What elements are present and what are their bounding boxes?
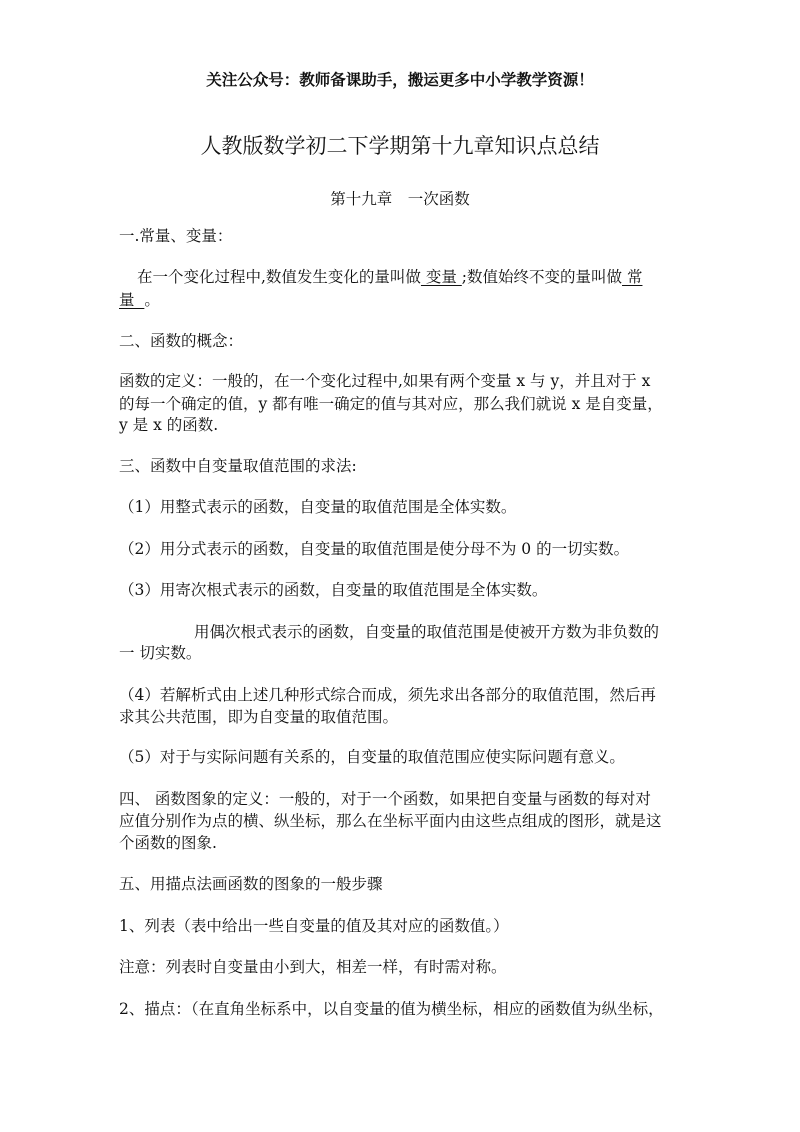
variable-term: 变量 [420, 268, 462, 286]
definition-text: 在一个变化过程中,数值发生变化的量叫做 [137, 268, 421, 286]
domain-rule-4: （4）若解析式由上述几种形式综合而成，须先求出各部分的取值范围，然后再 [119, 686, 656, 704]
function-definition-line: 的每一个确定的值，y 都有唯一确定的值与其对应，那么我们就说 x 是自变量， [119, 395, 663, 413]
definition-text: 。 [144, 291, 160, 309]
step-1-table: 1、列表（表中给出一些自变量的值及其对应的函数值。） [119, 917, 509, 935]
chapter-title: 第十九章 一次函数 [330, 190, 470, 208]
section-2-heading: 二、函数的概念： [119, 332, 244, 350]
section-3-heading: 三、函数中自变量取值范围的求法: [119, 457, 357, 475]
definition-text: ;数值始终不变的量叫做 [461, 268, 623, 286]
domain-rule-3: （3）用寄次根式表示的函数，自变量的取值范围是全体实数。 [119, 581, 548, 599]
constant-term: 量 [119, 291, 145, 309]
domain-rule-3-even-root-cont: 一 切实数。 [119, 644, 202, 662]
constant-variable-definition [137, 267, 642, 287]
domain-rule-4-cont: 求其公共范围，即为自变量的取值范围。 [119, 708, 399, 726]
function-definition-line: y 是 x 的函数. [119, 416, 219, 434]
step-2-plot-points: 2、描点：（在直角坐标系中，以自变量的值为横坐标，相应的函数值为纵坐标， [119, 1000, 664, 1018]
page-header: 关注公众号：教师备课助手，搬运更多中小学教学资源！ [206, 70, 594, 89]
domain-rule-5: （5）对于与实际问题有关系的，自变量的取值范围应使实际问题有意义。 [119, 748, 625, 766]
document-title: 人教版数学初二下学期第十九章知识点总结 [200, 134, 600, 158]
constant-variable-definition-cont [119, 290, 160, 310]
section-1-heading: 一.常量、变量： [119, 227, 233, 245]
function-definition-line: 函数的定义：一般的，在一个变化过程中,如果有两个变量 x 与 y，并且对于 x [119, 372, 651, 390]
domain-rule-3-even-root: 用偶次根式表示的函数，自变量的取值范围是使被开方数为非负数的 [194, 623, 660, 641]
section-5-heading: 五、用描点法画函数的图象的一般步骤 [119, 875, 383, 893]
domain-rule-1: （1）用整式表示的函数，自变量的取值范围是全体实数。 [119, 498, 517, 516]
section-4-line: 应值分别作为点的横、纵坐标，那么在坐标平面内由这些点组成的图形，就是这 [119, 812, 662, 830]
section-4-line: 四、 函数图象的定义：一般的，对于一个函数，如果把自变量与函数的每对对 [119, 790, 651, 808]
step-1-note: 注意：列表时自变量由小到大，相差一样，有时需对称。 [119, 958, 507, 976]
domain-rule-2: （2）用分式表示的函数，自变量的取值范围是使分母不为 0 的一切实数。 [119, 540, 630, 558]
constant-term: 常 [622, 268, 643, 286]
section-4-line: 个函数的图象. [119, 834, 217, 852]
